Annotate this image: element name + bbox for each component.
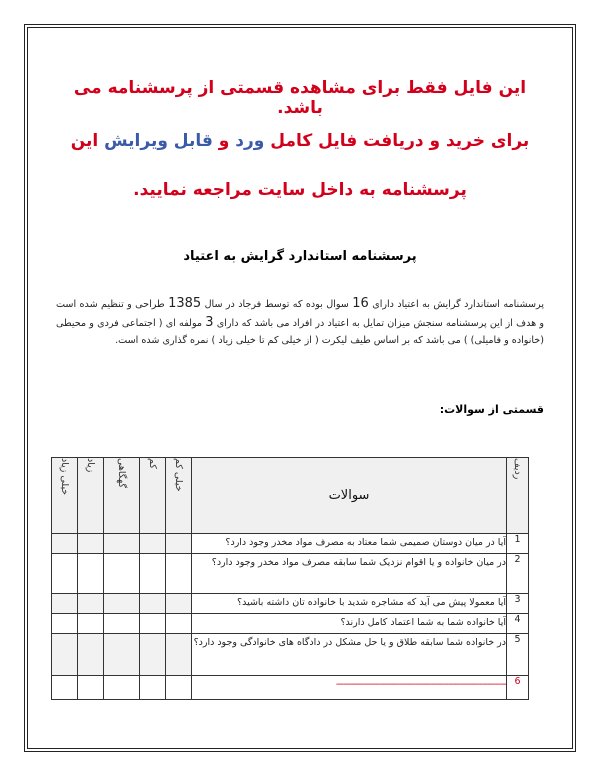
answer-cell[interactable] [104,676,140,700]
row-number: 2 [507,554,529,594]
intro-paragraph [56,295,544,350]
question-text: در خانواده شما سابقه طلاق و یا حل مشکل در دادگاه های خانوادگی وجود دارد؟ [192,634,507,676]
header-scale-1 [166,458,192,534]
row-number: 1 [507,534,529,554]
answer-cell[interactable] [140,614,166,634]
header-questions: سوالات [192,458,507,534]
notice-editable-link: قابل ویرایش [104,131,213,151]
answer-cell[interactable] [166,594,192,614]
row-number: 4 [507,614,529,634]
table-row [52,634,529,676]
intro-text-3: طراحی و تنظیم شده است و هدف از این پرسشنامه سنجش میزان تمایل به اعتیاد در افراد می باشد که دارای [56,299,544,329]
intro-year: 1385 [168,296,202,311]
answer-cell[interactable] [52,554,78,594]
table-row [52,614,529,634]
table-row [52,594,529,614]
answer-cell[interactable] [52,634,78,676]
answer-cell[interactable] [52,614,78,634]
answer-cell[interactable] [78,634,104,676]
section-title: قسمتی از سوالات: [439,403,544,416]
notice-line-2-part1: برای خرید و دریافت فایل کامل [264,131,530,151]
answer-cell[interactable] [52,534,78,554]
notice-word-link: ورد [235,131,265,151]
header-scale-3 [104,458,140,534]
answer-cell[interactable] [104,614,140,634]
notice-line-2-part3: این [70,131,105,151]
scale-label-3: گهگاهی [116,458,127,488]
intro-text-1: پرسشنامه استاندارد گرایش به اعتیاد دارای [368,299,545,310]
table-row [52,676,529,700]
answer-cell[interactable] [78,554,104,594]
header-scale-5 [52,458,78,534]
intro-question-count: 16 [352,296,369,311]
scale-label-5: خیلی زیاد [59,458,70,496]
answer-cell[interactable] [166,534,192,554]
answer-cell[interactable] [52,676,78,700]
notice-line-3: پرسشنامه به داخل سایت مراجعه نمایید. [133,180,467,200]
page-title: پرسشنامه استاندارد گرایش به اعتیاد [183,249,417,264]
answer-cell[interactable] [140,594,166,614]
header-scale-4 [78,458,104,534]
scale-label-1: خیلی کم [173,458,184,492]
scale-label-4: زیاد [85,458,96,473]
notice-line-2-part2: و [212,131,236,151]
answer-cell[interactable] [104,554,140,594]
header-scale-2 [140,458,166,534]
question-text: در میان خانواده و یا اقوام نزدیک شما سابقه مصرف مواد مخدر وجود دارد؟ [192,554,507,594]
answer-cell[interactable] [78,594,104,614]
row-number: 6 [507,676,529,700]
answer-cell[interactable] [104,534,140,554]
question-text: آیا در میان دوستان صمیمی شما معتاد به مصرف مواد مخدر وجود دارد؟ [192,534,507,554]
answer-cell[interactable] [78,534,104,554]
table-header-row [52,458,529,534]
intro-component-count: 3 [205,314,214,330]
header-row-number [507,458,529,534]
answer-cell[interactable] [104,594,140,614]
dashed-line: ---------------------------------------------------------------------- [336,679,506,690]
intro-text-4: مولفه ای ( اجتماعی فردی و محیطی (خانواده و فامیلی) ) می باشد که بر اساس طیف لیکرت ( از خیلی کم تا خیلی زیاد ) نمره گذاری شده است. [56,317,544,346]
answer-cell[interactable] [78,614,104,634]
question-text-placeholder [192,676,507,700]
intro-text-2: سوال بوده که توسط فرجاد در سال [201,299,353,310]
answer-cell[interactable] [78,676,104,700]
answer-cell[interactable] [166,614,192,634]
header-row-number-label: ردیف [512,458,523,480]
answer-cell[interactable] [104,634,140,676]
notice-line-2 [60,131,540,151]
answer-cell[interactable] [166,554,192,594]
questions-table [51,457,529,700]
answer-cell[interactable] [140,676,166,700]
answer-cell[interactable] [140,534,166,554]
answer-cell[interactable] [166,676,192,700]
table-row [52,534,529,554]
answer-cell[interactable] [52,594,78,614]
notice-line-1: این فایل فقط برای مشاهده قسمتی از پرسشنامه می باشد. [73,78,527,118]
row-number: 3 [507,594,529,614]
table-row [52,554,529,594]
row-number: 5 [507,634,529,676]
question-text: آیا معمولا پیش می آید که مشاجره شدید با خانواده تان داشته باشید؟ [192,594,507,614]
answer-cell[interactable] [140,634,166,676]
answer-cell[interactable] [166,634,192,676]
question-text: آیا خانواده شما به شما اعتماد کامل دارند؟ [192,614,507,634]
scale-label-2: کم [147,458,158,469]
answer-cell[interactable] [140,554,166,594]
